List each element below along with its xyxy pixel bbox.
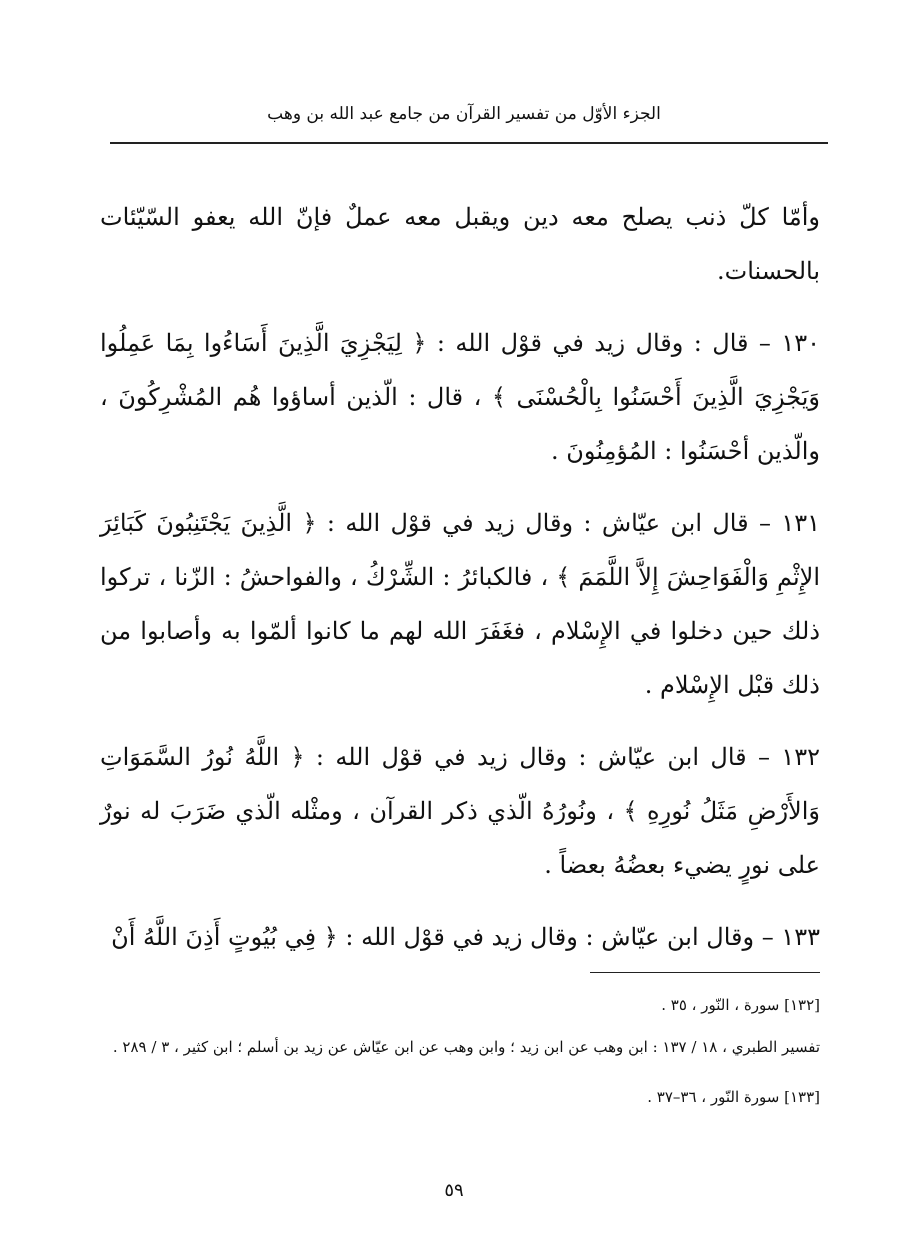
footnote-132-references: تفسير الطبري ، ١٨ / ١٣٧ : ابن وهب عن ابن زيد ؛ وابن وهب عن ابن عيّاش عن زيد بن أسلم ؛ ابن كثير ، ٣ / ٢٨٩ . (112, 1038, 820, 1056)
header-divider (110, 142, 828, 144)
footnote-spacer (100, 1074, 820, 1082)
footnotes (100, 990, 820, 1124)
paragraph-intro: وأمّا كلّ ذنب يصلح معه دين ويقبل معه عملٌ فإنّ الله يعفو السّيّئات بالحسنات. (100, 203, 820, 285)
paragraph-132: ١٣٢ – قال ابن عيّاش : وقال زيد في قوْل الله : ﴿ اللَّهُ نُورُ السَّمَوَاتِ وَالأَرْضِ مَثَلُ نُورِهِ ﴾ ، ونُورُهُ الّذي ذكر القرآن ، ومثْله الّذي ضَرَبَ له نورٌ على نورٍ يضيء بعضُهُ بعضاً . (100, 743, 820, 879)
main-text (100, 190, 820, 982)
paragraph-133: ١٣٣ – وقال ابن عيّاش : وقال زيد في قوْل الله : ﴿ فِي بُيُوتٍ أَذِنَ اللَّهُ أَنْ (111, 923, 820, 951)
page-number: ٥٩ (444, 1180, 464, 1201)
running-header: الجزء الأوّل من تفسير القرآن من جامع عبد الله بن وهب (267, 104, 661, 124)
paragraph-131: ١٣١ – قال ابن عيّاش : وقال زيد في قوْل الله : ﴿ الَّذِينَ يَجْتَنِبُونَ كَبَائِرَ الإِثْمِ وَالْفَوَاحِشَ إِلاَّ اللَّمَمَ ﴾ ، فالكبائرُ : الشِّرْكُ ، والفواحشُ : الزّنا ، تركوا ذلك حين دخلوا في الإِسْلام ، فغَفَرَ الله لهم ما كانوا ألمّوا به وأصابوا من ذلك قبْل الإِسْلام . (100, 509, 821, 699)
footnote-132-source: [١٣٢] سورة ، النّور ، ٣٥ . (661, 996, 820, 1014)
paragraph-130: ١٣٠ – قال : وقال زيد في قوْل الله : ﴿ لِيَجْزِيَ الَّذِينَ أَسَاءُوا بِمَا عَمِلُوا وَيَجْزِيَ الَّذِينَ أَحْسَنُوا بِالْحُسْنَى ﴾ ، قال : الّذين أساؤوا هُم المُشْرِكُونَ ، والّذين أحْسَنُوا : المُؤمِنُونَ . (100, 329, 820, 465)
footnote-133-source: [١٣٣] سورة النّور ، ٣٦–٣٧ . (647, 1088, 820, 1106)
footnote-divider (590, 972, 820, 973)
